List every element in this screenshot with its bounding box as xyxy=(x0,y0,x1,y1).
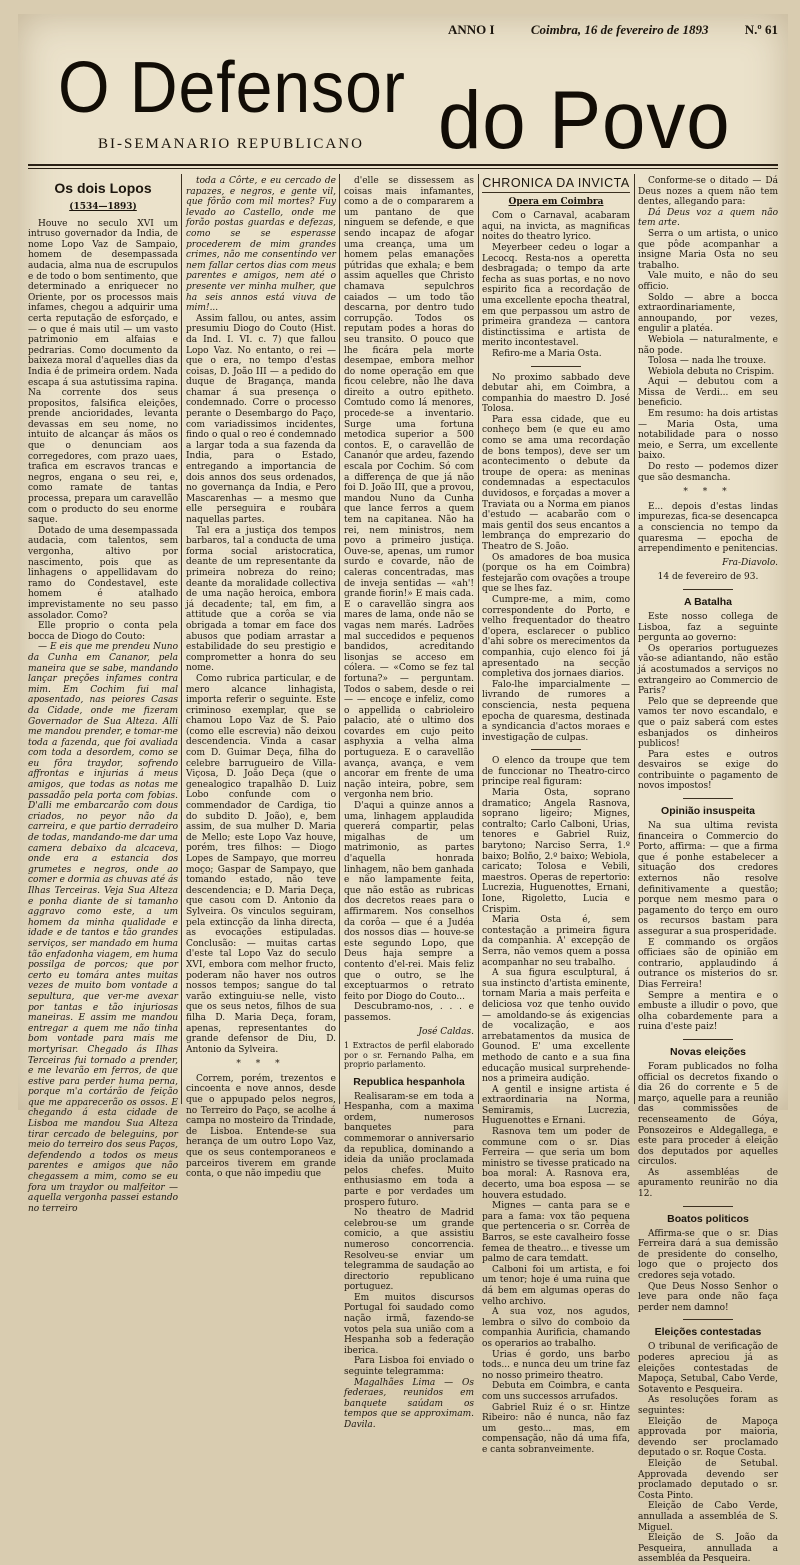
quoted-paragraph: — E eis que me prendeu Nuno da Cunha em Cananor, pela maneira que se sabe, mandando lançar preções infames contra mim. Em Cochim fui mal aposentado, nas peiores Casas da Cidade, onde me fizeram Governador de Sua Alteza. Alli me mandou prender, e tomar-me toda a fazenda, que foi avaliada com toda a desordem, como se eu fôra traydor, sofrendo affrontas e injurias á meus amigos, que todas as notas me passadão pela porta com fobias. D'alli me embarcarão com dous criados, no peyor não da carreira, e que partio derradeiro de todas, mandando-me dar uma camera debaixo da alcaceva, onde era a estancia dos grumetes e negros, onde ao comer e dormia as chuvas até ás Ilhas Terceiras. Veja Sua Alteza e ponha diante de si tamanho aggravo como este, a um homem da minha qualidade e idade e de tantos e tão grandes serviços, ser mandado em huma tão enfadonha viagem, em huma possilga de porcos; que por certo eu tomára antes muitas vezes de muito bom vontade a sepultura, que ver-me avexar por tantas e tão injuriosas maneiras. E assim me mandou entregar a quem me não tinha bom vontade para mais me mortyrisar. Chegado ás Ilhas Terceiras fui tornado a prender, e me levarão em ferros, de que estive para perder huma perna, porque m'a cortárão de feição que me apparecerão os ossos. E chegando á esta cidade de Lisboa me mandou Sua Alteza tirar cercado de beleguins, por meio do terreiro dos seus Paços, defendendo a todos os meus parentes e amigos que não chegassem a mim, como se eu fora um traydor ou malfeitor — aquella vergonha passei estando no terreiro xyxy=(28,642,178,1214)
paragraph: Em resumo: ha dois artistas — Maria Osta, uma notabilidade para o nosso meio, e Serra, um excellente baixo. xyxy=(638,409,778,462)
paragraph: Mignes — canta para se e para a fama: vox tão pequena que pertenceria o sr. Corrêa de Barros, se este cavalheiro fosse femea de theatro... e tivesse um palmo de cara temdatt. xyxy=(482,1201,630,1265)
signature-date: 14 de fevereiro de 93. xyxy=(657,572,759,583)
paragraph: Calboni foi um artista, e foi um tenor; hoje é uma ruina que dá bem em algumas operas do velho archivo. xyxy=(482,1264,630,1307)
short-divider xyxy=(683,1039,733,1040)
paragraph: Falo-lhe imparcialmente — livrando de rumores a consciencia, nesta pequena epocha de quaresma, destinada a syndicancia d'actos moraes e investigação de culpas. xyxy=(482,679,630,743)
column-1 xyxy=(28,176,178,1214)
paragraph: Vale muito, e não do seu officio. xyxy=(638,271,778,292)
masthead-subtitle: BI-SEMANARIO REPUBLICANO xyxy=(98,136,364,152)
paragraph: Tolosa — nada lhe trouxe. xyxy=(648,356,767,367)
article-heading-opiniao: Opinião insuspeita xyxy=(661,805,755,818)
article-dates: (1534—1893) xyxy=(69,202,137,212)
paragraph: No proximo sabbado deve debutar ahi, em Coimbra, a companhia do maestro D. José Tolosa. xyxy=(482,372,630,415)
paragraph: Do resto — podemos dizer que são desmancha. xyxy=(638,462,778,483)
short-divider xyxy=(531,749,581,750)
paragraph: O tribunal de verificação de poderes apreciou já as eleições contestadas de Mapoça, Setubal, Cabo Verde, Sotavento e Pesqueira. xyxy=(638,1342,778,1395)
paragraph: Cumpre-me, a mim, como correspondente do Porto, e velho frequentador do theatro d'opera, esclarecer o publico d'ahi sobre os merecimentos da companhia, cujo elenco foi já apresentado na secção completiva dos jornaes diarios. xyxy=(482,594,630,680)
paragraph: Gabriel Ruiz é o sr. Hintze Ribeiro: não é nunca, não faz um gesto... mas, em compensação, não dá uma fifa, e canta sobranveimente. xyxy=(482,1402,630,1455)
paragraph: d'elle se dissessem as coisas mais infamantes, como a de o compararem a um pantano de que ninguem se defende, e que sendo incapaz de afogar uma creança, uma um homem pelas emanações pútridas que exhala; e bem assim aquelles que Christo chamava sepulchros caiados — um todo tão descarna, por dentro tudo corrupção. Todos os reputam podes a horas do seu transito. O pouco que lhe ficára pela morte desempae, embora melhor do nome operação em que ficou celebre, não lhe dava direito a outro epitheto. Comtudo como lá menores, procede-se a inventario. Surge uma fortuna metodica superior a 500 contos. E, o caravellão de Cananór que ardeu, fazendo escala por Cochim. Só com a differença de que já não foi D. João III, que a provou, mandou Nuno da Cunha que lance ferros a quem tem na capitanea. Não ha rei, nem ministros, nem povo a primeiro justiça. Ouve-se, apenas, um rumor surdo e covarde, não de caleras concentradas, mas de inveja sentidas — «ah'! grande fiorin!» E mais cada. E o caravellão singra aos mares de lama, onde não se vagas nem marés. Ladrões mal succedidos e pequenos bandidos, acreditando lisonjas se acceso em cólera. — «Como se fez tal fortuna?» — perguntam. Todos o sabem, desde o rei — — encoçe e infeliz, como o appellida o cabrioleiro palacio, até o ultimo dos covardes em cujo peito asphyxia a velha alma portugueza. E o caravellão avança, avança, e vem ancorar em frente de uma nação inteira, pobre, sem vergonha nem brio. xyxy=(344,176,474,801)
issue-year: ANNO I xyxy=(448,22,495,37)
masthead-title-left: O Defensor xyxy=(58,48,406,128)
paragraph: Na sua ultima revista financeira o Commercio do Porto, affirma: — que a firma que é ponhe estabelecer a situação dos credores externos não resolve definitivamente a questão; porque nem mesmo para o pagamento do terço em ouro os recursos bastam para assegurar a sua prosperidade. xyxy=(638,821,778,937)
paragraph: D'aqui a quinze annos a uma, linhagem applaudida quererá compartir, pelas migalhas de um matrimonio, as partes d'aquella honrada linhagem, não bem ganhada e não lampamente feita, que não estão as rubricas dos decretos reaes para o affirmarem. Nos conselhos da corôa — que é a Judéa dos nossos dias — houve-se este segundo Lopo, que Deus haja sempre a contento d'el-rei. Mais feliz que o outro, se lhe exceptuarmos o retrato feito por Diogo do Couto... xyxy=(344,801,474,1002)
column-divider xyxy=(478,174,479,1104)
paragraph: Para Lisboa foi enviado o seguinte telegramma: xyxy=(344,1356,474,1378)
paragraph: Os amadores de boa musica (porque os ha em Coimbra) festejarão com ovações a troupe que se lhes faz. xyxy=(482,552,630,595)
paragraph: Affirma-se que o sr. Dias Ferreira dará a sua demissão de presidente do conselho, logo que o projecto dos credores seja votado. xyxy=(638,1228,778,1282)
issue-date: Coimbra, 16 de fevereiro de 1893 xyxy=(530,22,709,37)
short-divider xyxy=(683,1206,733,1207)
paragraph: Eleição de Setubal. Approvada devendo ser proclamado deputado o sr. Costa Pinto. xyxy=(638,1458,778,1501)
article-heading-republica: Republica hespanhola xyxy=(353,1075,465,1088)
paragraph: Que Deus Nosso Senhor o leve para onde não faça perder nem damno! xyxy=(638,1281,778,1313)
paragraph: Maria Osta, soprano dramatico; Angela Rasnova, soprano ligeiro; Mignes, contralto; Carlo Calboni, Urias, tenores e Gabriel Ruiz, barytono; Narciso Serra, 1.º baixo; Bolño, 2.º baixo; Webiola, caricato; Tolosa e Vebili, maestros. Operas de repertorio: Lucrezia, Huguenottes, Ernani, Ione, Rigoletto, Lucia e Crispim. xyxy=(482,788,630,915)
article-heading-dois-lopos: Os dois Lopos xyxy=(54,180,152,196)
paragraph: Rasnova tem um poder de commune com o sr. Dias Ferreira — que seria um bom ministro se tivesse praticado na boa moral: A. Rasnova era, decerto, uma boa esposa — se houvera estudado. xyxy=(482,1127,630,1201)
section-stars: * * * xyxy=(683,487,733,498)
short-divider xyxy=(531,366,581,367)
paragraph: Conforme-se o ditado — Dá Deus nozes a quem não tem dentes, allegando para: xyxy=(638,176,778,208)
paragraph: A sua voz, nos agudos, lembra o silvo do comboio da companhia Aurificia, chamando os operarios ao trabalho. xyxy=(482,1307,630,1349)
paragraph: Pelo que se depreende que vamos ter novo escandalo, e que o paiz saberá com estes esbanjados os dinheiros publicos! xyxy=(638,696,778,750)
paragraph: Soldo — abre a bocca extraordinariamente, annoupando, por vezes, engulir a platéa. xyxy=(638,292,778,335)
article-subheading-opera: Opera em Coimbra xyxy=(508,196,604,207)
masthead-title-right: do Povo xyxy=(438,75,731,166)
paragraph: Eleição de Mapoça approvada por maioria, devendo ser proclamado deputado o sr. Roque Costa. xyxy=(638,1416,778,1459)
paragraph: As resoluções foram as seguintes: xyxy=(638,1395,778,1416)
paragraph: Elle proprio o conta pela bocca de Diogo do Couto: xyxy=(28,621,178,642)
paragraph: Webiola — naturalmente, e não pode. xyxy=(638,334,778,356)
paragraph: Em muitos discursos Portugal foi saudado como nação irmã, fazendo-se votos pela sua união com a Hespanha sob a federação iberica. xyxy=(344,1292,474,1356)
column-2 xyxy=(186,176,336,1180)
paragraph: As assembléas de apuramento reunirão no dia 12. xyxy=(638,1167,778,1200)
paragraph: Realisaram-se em toda a Hespanha, com a maxima ordem, numerosos banquetes para commemorar o anniversario da republica, dominando a ideia da união proclamada pelos chefes. Muito enthusiasmo em toda a parte e por verdades um prospero futuro. xyxy=(344,1091,474,1208)
paragraph: Este nosso collega de Lisboa, faz a seguinte pergunta ao governo: xyxy=(638,611,778,644)
paragraph: Foram publicados no folha official os decretos fixando o dia 26 do corrente e 5 de março, aquelle para a reunião das commissões de recenseamento de Góya, Ponsozeiros e Aldegallega, e este para proceder á eleição dos deputados por aquelles circulos. xyxy=(638,1061,778,1168)
column-divider xyxy=(634,174,635,1104)
paragraph: O elenco da troupe que tem de funccionar no Theatro-circo principe real figuram: xyxy=(482,756,630,788)
article-heading-boatos: Boatos politicos xyxy=(667,1212,749,1225)
column-4 xyxy=(482,176,630,1455)
paragraph: Maria Osta é, sem contestação a primeira figura da companhia. A' excepção de Serra, não vemos quem a possa acompanhar no seu trabalho. xyxy=(482,915,630,968)
paragraph: Com o Carnaval, acabaram aqui, na invicta, as magnificas noites do theatro lyrico. xyxy=(482,211,630,243)
paragraph: No theatro de Madrid celebrou-se um grande comicio, a que assistiu numeroso concorrencia. Resolveu-se enviar um telegramma de saudação ao directorio republicano portuguez. xyxy=(344,1208,474,1293)
paragraph: Serra o um artista, o unico que pôde acompanhar a insigne Maria Osta no seu trabalho. xyxy=(638,228,778,271)
paragraph: Houve no seculo XVI um intruso governador da India, de nome Lopo Vaz de Sampaio, homem de desempassada audacia, alma nua de escrupulos e de todo o bom sentimento, que determinado a enriquecer no Oriente, por os processos mais infames, chegou a adquirir uma certa reputação de esforçado, e — o que é mais util — um vasto patrimonio em alfaias e pedrarias. Como documento da baixeza moral d'aquelles dias da India é de primeira ordem. Nada escapa á sua astutissima rapina. Na corrente dos seus propositos, falsifica eleições, prende ancioridades, levanta devassas em seu nome, no intuito de alcançar ás mãos os que o denunciam aos corregedores, com prazo uaes, trafica em escravos trancas e negros, engana o seu rei, e, como ramate de tantas processa, prepara um caravellão com o producto do seu enorme saque. xyxy=(28,218,178,526)
column-3 xyxy=(344,176,474,1430)
article-heading-batalha: A Batalha xyxy=(683,595,733,608)
paragraph: Tal era a justiça dos tempos barbaros, tal a conducta de uma forma social aristocratica, deante de um representante da primeira nobreza do reino; deante da moralidade collectiva de uma nação heroica, embora já decadente; tal, em fim, a attitude que a corôa se via obrigada a tomar em face dos abusos que podiam arrastar a estabilidade do seu prestigio e comprometter a honra do seu nome. xyxy=(186,525,336,674)
paragraph: Para essa cidade, que eu conheço bem (e que eu amo como se ama uma recordação de bons tempos), deve ser um acontecimento o debute da troupe de opera: as meninas condemnadas a espectaculos duvidosos, e forçadas a mover a Traviata ou a Norma em pianos d'estudo — acabarão com o mais gentil dos seus encantos a lembrança do emprezario do Theatro de S. João. xyxy=(482,414,630,552)
paragraph: Aqui — debutou com a Missa de Verdi... em seu beneficio. xyxy=(638,377,778,409)
article-heading-contestadas: Eleições contestadas xyxy=(654,1326,762,1339)
paragraph: Assim fallou, ou antes, assim presumiu Diogo do Couto (Hist. da Ind. I. VI. c. 7) que fallou Lopo Vaz. No entanto, o rei — que o era, no tempo d'estas coisas, D. João III — a pedido do duque de Bragança, manda chamar á sua presença o condemnado. Corre o processo perante o Desembargo do Paço, com variadissimos incidentes, findo o qual o reo é condemnado a largar toda a sua fazenda da India, para o Estado, entregando a importancia de dois annos dos seus ordenados, no governança da India, e Pero Mascarenhas — a mesmo que elle perseguira e roubára naquellas partes. xyxy=(186,313,336,525)
short-divider xyxy=(683,798,733,799)
article-heading-eleicoes: Novas eleições xyxy=(670,1045,746,1058)
issue-dateline xyxy=(448,22,778,38)
paragraph: A gentil e insigne artista é extraordinaria na Norma, Semiramis, Lucrezia, Huguenottes e Ernani. xyxy=(482,1084,630,1127)
paragraph: Correm, porém, trezentos e cincoenta e nove annos, desde que o appupado pelos negros, no Terreiro do Paço, se acolhe á campa no mosteiro da Trindade, de Lisboa. Entende-se sua herança de um outro Lopo Vaz, que os seus contemporaneos e parceiros tiverem em grande conta, o que não impediu que xyxy=(186,1073,336,1180)
column-divider xyxy=(339,174,340,1104)
paragraph: Os operarios portuguezes vão-se adiantando, não estão já acostumados a serviços no extrangeiro ao Commercio de Paris? xyxy=(638,643,778,697)
short-divider xyxy=(683,1319,733,1320)
author-signature: Fra-Diavolo. xyxy=(722,557,778,568)
paragraph: Meyerbeer cedeu o logar a Lecocq. Resta-nos a operetta desbragada; o tempo da arte fecha as suas portas, e no novo espirito fica a recordação de uma excellente epocha theatral, em que perpassou um astro de primeira grandeza — cantora distinctissima e artista de merito incontestavel. xyxy=(482,242,630,349)
paragraph: E commando os orgãos officiaes são de opinião em contrario, applaudindo á outrance os misterios do sr. Dias Ferreira! xyxy=(638,937,778,990)
article-heading-chronica: CHRONICA DA INVICTA xyxy=(482,178,630,193)
paragraph: Dá Deus voz a quem não tem arte. xyxy=(638,207,778,229)
paragraph: Eleição de Cabo Verde, annullada a assembléa de S. Miguel. xyxy=(638,1501,778,1533)
newspaper-page xyxy=(18,14,788,1565)
section-stars: * * * xyxy=(236,1059,286,1070)
header-rule xyxy=(28,164,778,169)
paragraph: Eleição de S. João da Pesqueira, annullada a assembléa da Pesqueira. xyxy=(638,1533,778,1565)
paragraph: Debuta em Coimbra, e canta com uns successos arrufados. xyxy=(482,1381,630,1402)
quoted-paragraph: toda a Côrte, e eu cercado de rapazes, e negros, e gente vil, que fôrão com mil mortes? Fuy levado ao Castello, onde me forão postas guardas e defezas, como se se esperasse procederem de mim grandes crimes, não me consentindo ver nem fallar certos dias com meus parentes e amigos, nem até o presente ver minha mulher, que ha seis annos está viuva de mim!... xyxy=(186,176,336,314)
paragraph: Webiola debuta no Crispim. xyxy=(648,366,775,377)
column-divider xyxy=(181,174,182,1104)
paragraph: A sua figura esculptural, á sua instincto d'artista eminente, tornam Maria a mais perfeita e deliciosa voz que tenho ouvido — amoldando-se ás exigencias de vocalização, e aos arrebatamentos da musica de Gounod. E' uma excellente methodo de canto e a sua fina educação musical surprehende-nos a primeira audição. xyxy=(482,968,630,1085)
paragraph: E... depois d'estas lindas impurezas, fica-se desencapca a consciencia no tempo da quaresma — epocha de arrependimento e penitencias. xyxy=(638,501,778,555)
paragraph: Dotado de uma desempassada audacia, com talentos, sem vergonha, altivo por nascimento, pois que as linhagens o appellidavam do ramo do Condestavel, este homem é atalhado imprevistamente no seu passo assolador. Como? xyxy=(28,525,178,621)
paragraph: Sempre a mentira e o embuste a illudir o povo, que olha cobardemente para a ruina d'este paiz! xyxy=(638,990,778,1033)
author-signature: José Caldas. xyxy=(418,1026,474,1037)
paragraph: Refiro-me a Maria Osta. xyxy=(492,348,602,359)
short-divider xyxy=(683,589,733,590)
telegram-paragraph: Magalhães Lima — Os federaes, reunidos em banquete saúdam os tempos que se approximam. Davila. xyxy=(344,1377,474,1430)
paragraph: Descubramo-nos, . . . e passemos. xyxy=(344,1002,474,1023)
paragraph: Urias é gordo, uns barbo tods... e nunca deu um trine faz no nosso primeiro theatro. xyxy=(482,1349,630,1381)
footnote: 1 Extractos de perfil elaborado por o sr. Fernando Palha, em proprio parlamento. xyxy=(344,1041,474,1070)
paragraph: Para estes e outros desvairos se exige do contribuinte o pagamento de novos impostos! xyxy=(638,749,778,792)
column-5 xyxy=(638,176,778,1565)
paragraph: Como rubrica particular, e de mero alcance linhagista, importa referir o seguinte. Este criminoso exemplar, que se chamou Lopo Vaz de S. Paio (como elle escrevia) não deixou descendencia. Vinda a casar com D. Guimar Deça, filha do celebre barrugueiro de Villa-Viçosa, D. João Deça (que o genealogico trapalhão D. Luiz Lobo confunde com o commendador de Cardiga, tio do subdito D. João), e, bem assim, de sua mulher D. Maria de Mello; este Lopo Vaz houve, porém, tres filhos: — Diogo Lopes de Sampayo, que morreu moço; Gaspar de Sampayo, que tomando estado, não teve descendencia; e D. Maria Deça, que casou com D. Antonio da Sylveira. Os vinculos seguiram, pela extincção da linha directa, as evocações estipuladas. Conclusão: — muitas cartas d'este tal Lopo Vaz do seculo XVI, embora com melhor fructo, poderam não haver nos outros nossos tempos; sangue do tal varão extinguiu-se nelle, visto que os seus netos, filhos de sua filha D. Maria Deça, foram, apenas, representantes do grande defensor de Diu, D. Antonio da Sylveira. xyxy=(186,673,336,1055)
issue-number: N.º 61 xyxy=(744,22,778,37)
